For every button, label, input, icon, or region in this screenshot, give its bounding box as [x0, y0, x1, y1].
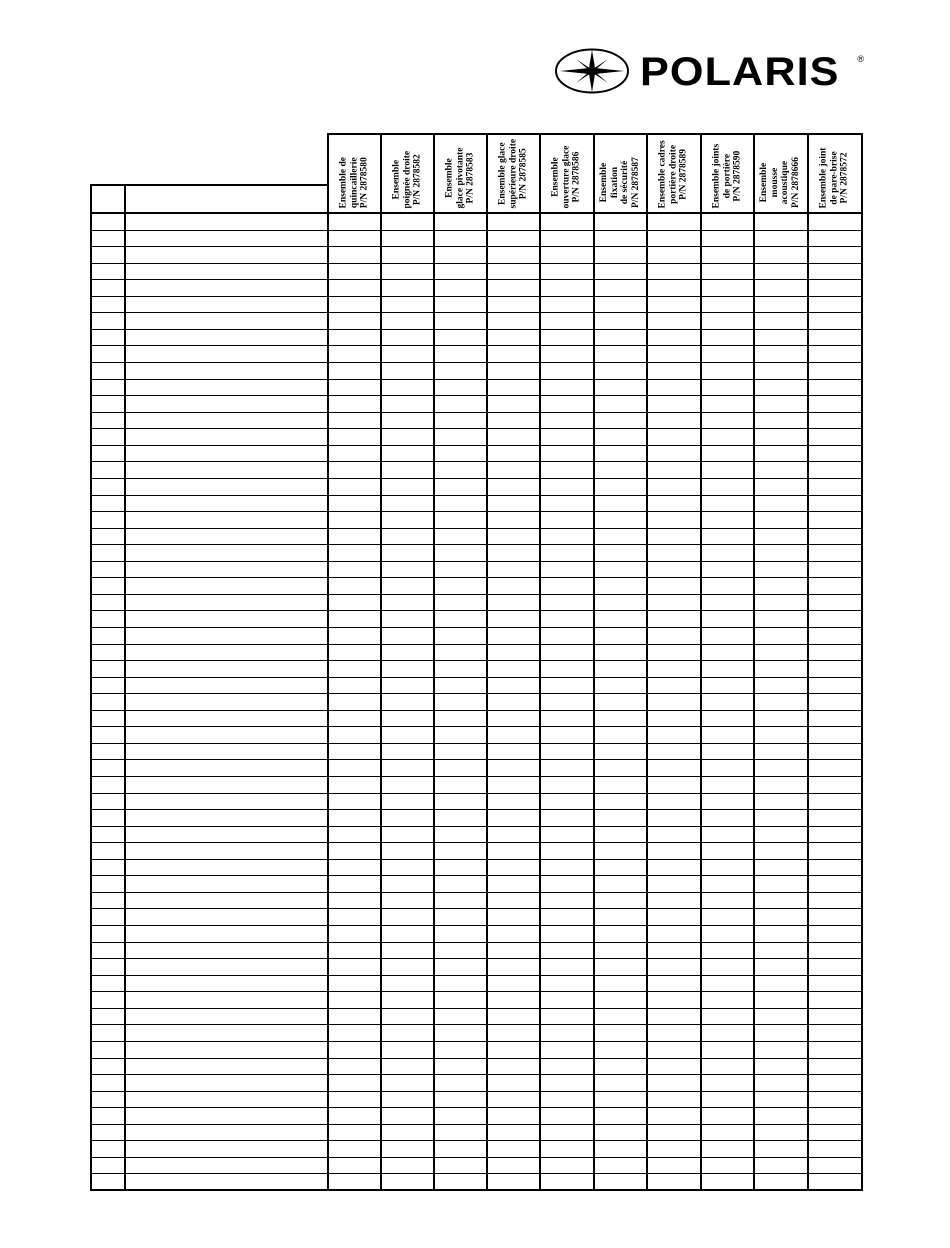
- table-row: [90, 726, 863, 727]
- table-row: [90, 594, 863, 595]
- table-row: [90, 329, 863, 330]
- left-header-top-border: [90, 184, 327, 186]
- part-column-label-line: P/N 2878589: [678, 148, 689, 200]
- table-row: [90, 908, 863, 909]
- table-row: [90, 263, 863, 264]
- part-column-label-line: de pare-brise: [828, 150, 839, 205]
- part-column-label-line: P/N 2878666: [790, 157, 801, 208]
- table-row: [90, 246, 863, 247]
- table-border-left: [90, 184, 92, 1190]
- table-row: [90, 445, 863, 446]
- part-column-divider: [646, 133, 648, 1190]
- part-column-header: [327, 134, 380, 210]
- table-row: [90, 644, 863, 645]
- part-column-divider: [433, 133, 435, 1190]
- table-row: [90, 826, 863, 827]
- table-row: [90, 710, 863, 711]
- part-column-label: [338, 157, 370, 208]
- table-row: [90, 1157, 863, 1158]
- part-column-label-line: acoustique: [780, 160, 790, 205]
- table-row: [90, 660, 863, 661]
- part-column-divider: [486, 133, 488, 1190]
- table-row: [90, 1024, 863, 1025]
- table-row: [90, 1173, 863, 1174]
- table-row: [90, 544, 863, 545]
- table-row: [90, 577, 863, 578]
- polaris-logo: [554, 48, 862, 96]
- part-column-header: [593, 134, 646, 210]
- part-column-label-line: de sécurité: [619, 160, 630, 205]
- part-column-label-line: Ensemble joint: [818, 147, 829, 208]
- table-row: [90, 842, 863, 843]
- part-column-label: [711, 143, 743, 208]
- table-row: [90, 892, 863, 893]
- part-column-label-line: glace pivotante: [454, 147, 465, 208]
- table-row: [90, 859, 863, 860]
- table-row: [90, 1189, 863, 1191]
- table-row: [90, 1124, 863, 1125]
- table-row: [90, 776, 863, 777]
- table-row: [90, 561, 863, 562]
- part-column-header: [700, 134, 753, 210]
- table-row: [90, 379, 863, 380]
- registered-mark: ®: [857, 54, 864, 64]
- table-row: [90, 412, 863, 413]
- part-column-label: [818, 147, 850, 208]
- part-column-label-line: P/N 2878586: [571, 151, 582, 203]
- header-bottom-border: [90, 212, 863, 214]
- part-column-label-line: P/N 2878585: [517, 147, 528, 199]
- part-column-label-line: P/N 2878580: [358, 156, 369, 208]
- part-column-label-line: Ensemble: [759, 162, 769, 203]
- table-row: [90, 875, 863, 876]
- part-column-divider: [700, 133, 702, 1190]
- part-column-label-line: Ensemble glace: [496, 141, 507, 205]
- table-row: [90, 1091, 863, 1092]
- part-column-header: [646, 134, 700, 210]
- table-row: [90, 1058, 863, 1059]
- brand-wordmark: POLARIS: [640, 50, 840, 94]
- part-column-label-line: poignée droite: [401, 150, 412, 208]
- table-row: [90, 1041, 863, 1042]
- row-number-column-divider: [124, 184, 126, 1190]
- part-column-label-line: quincaillerie: [348, 156, 359, 208]
- table-row: [90, 958, 863, 959]
- table-row: [90, 975, 863, 976]
- table-row: [90, 743, 863, 744]
- part-column-header: [753, 134, 807, 210]
- polaris-star-emblem-icon: [554, 48, 630, 94]
- part-column-label-line: supérieure droite: [507, 138, 518, 208]
- part-column-label-line: fixation: [609, 166, 619, 199]
- part-column-label-line: portière droite: [667, 144, 678, 204]
- table-row: [90, 1107, 863, 1108]
- table-row: [90, 793, 863, 794]
- part-column-divider: [327, 133, 329, 1190]
- table-row: [90, 395, 863, 396]
- part-column-label: [444, 147, 476, 208]
- table-row: [90, 1008, 863, 1009]
- part-column-divider: [380, 133, 382, 1190]
- table-row: [90, 942, 863, 943]
- table-row: [90, 312, 863, 313]
- part-column-label-line: Ensemble: [598, 162, 609, 203]
- table-row: [90, 495, 863, 496]
- part-column-header: [433, 134, 486, 210]
- table-row: [90, 345, 863, 346]
- table-row: [90, 991, 863, 992]
- table-row: [90, 610, 863, 611]
- table-row: [90, 693, 863, 694]
- table-row: [90, 279, 863, 280]
- part-column-label-line: P/N 2878582: [411, 153, 422, 205]
- part-column-label: [497, 138, 529, 208]
- part-column-label-line: P/N 2878583: [464, 152, 475, 203]
- table-row: [90, 627, 863, 628]
- table-row: [90, 528, 863, 529]
- part-column-divider: [753, 133, 755, 1190]
- table-row: [90, 759, 863, 760]
- table-row: [90, 1140, 863, 1141]
- table-row: [90, 1074, 863, 1075]
- table-row: [90, 362, 863, 363]
- part-column-label: [550, 145, 582, 208]
- part-column-divider: [807, 133, 809, 1190]
- table-row: [90, 478, 863, 479]
- part-column-header: [380, 134, 433, 210]
- table-row: [90, 230, 863, 231]
- part-column-divider: [539, 133, 541, 1190]
- table-row: [90, 925, 863, 926]
- part-column-label-line: Ensemble: [390, 159, 401, 199]
- part-column-header: [486, 134, 539, 210]
- part-column-label-line: mousse: [769, 167, 780, 198]
- part-column-label: [657, 140, 689, 208]
- part-column-header: [807, 134, 861, 210]
- part-column-label-line: Ensemble: [550, 156, 561, 197]
- part-column-divider: [861, 133, 863, 1190]
- part-column-label-line: P/N 2878587: [630, 157, 640, 208]
- table-row: [90, 511, 863, 512]
- table-row: [90, 296, 863, 297]
- table-row: [90, 428, 863, 429]
- part-column-label-line: Ensemble cadres: [657, 139, 668, 208]
- part-column-label-line: ouverture glace: [560, 145, 571, 208]
- table-row: [90, 461, 863, 462]
- part-column-label: [391, 150, 423, 208]
- part-column-header: [539, 134, 593, 210]
- part-column-label-line: P/N 2878572: [839, 152, 850, 203]
- part-column-label-line: Ensemble: [443, 157, 454, 198]
- part-column-label: [599, 157, 641, 208]
- part-column-label-line: Ensemble joints: [710, 143, 721, 208]
- part-column-label-line: P/N 2878590: [731, 150, 742, 202]
- part-column-label-line: Ensemble de: [337, 156, 348, 208]
- table-row: [90, 809, 863, 810]
- part-column-label: [759, 157, 801, 208]
- part-column-label-line: de portière: [721, 153, 732, 198]
- table-row: [90, 677, 863, 678]
- part-column-divider: [593, 133, 595, 1190]
